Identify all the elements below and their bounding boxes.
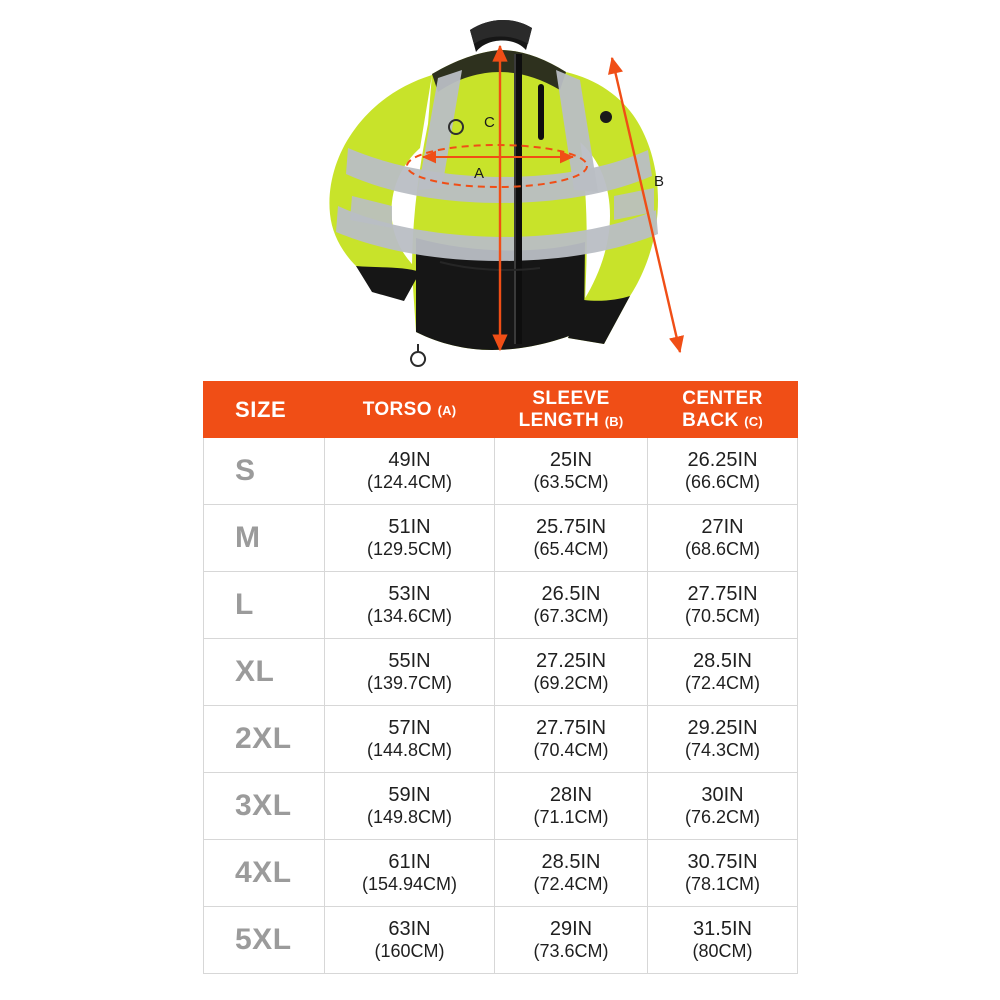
cell-sleeve: [495, 840, 648, 907]
cell-sleeve-cm: (63.5CM): [533, 472, 609, 493]
cell-sleeve-cm: (67.3CM): [533, 606, 609, 627]
table-header: [204, 382, 798, 438]
jacket-body: [329, 20, 658, 366]
cell-sleeve-in: 27.75IN: [535, 716, 607, 739]
cell-torso-in: 49IN: [388, 448, 431, 471]
cell-torso-cm: (129.5CM): [366, 539, 453, 560]
cell-sleeve-in: 28.5IN: [541, 850, 601, 873]
cell-center-cm: (72.4CM): [684, 673, 760, 694]
table-header-row: [204, 382, 798, 438]
column-header-sleeve-marker: (B): [604, 413, 624, 429]
table-row: [204, 438, 798, 505]
column-header-torso-text: TORSO: [362, 398, 432, 420]
column-header-size: SIZE: [204, 382, 325, 438]
cell-torso-in: 55IN: [388, 649, 431, 672]
table-row: [204, 840, 798, 907]
cell-sleeve: [495, 572, 648, 639]
dimension-label-b: B: [654, 173, 665, 190]
cell-center-cm: (70.5CM): [684, 606, 760, 627]
cell-sleeve: [495, 773, 648, 840]
cell-torso-in: 53IN: [388, 582, 431, 605]
table-row: [204, 505, 798, 572]
cell-center: [648, 639, 798, 706]
table-body: [204, 438, 798, 974]
column-header-sleeve-line1: SLEEVE: [532, 387, 610, 409]
column-header-center-back: [648, 382, 798, 438]
cell-center: [648, 572, 798, 639]
cell-center-cm: (68.6CM): [684, 539, 760, 560]
cell-size: L: [204, 572, 325, 639]
size-chart-table: [203, 381, 798, 974]
column-header-sleeve: [495, 382, 648, 438]
column-header-center-line1: CENTER: [682, 387, 763, 409]
cell-size: 3XL: [204, 773, 325, 840]
cell-size: XL: [204, 639, 325, 706]
table-row: [204, 706, 798, 773]
cell-torso-cm: (134.6CM): [366, 606, 453, 627]
cell-torso: [325, 438, 495, 505]
cell-sleeve-cm: (72.4CM): [533, 874, 609, 895]
cell-torso: [325, 572, 495, 639]
jacket-illustration: [0, 0, 1000, 380]
cell-center-cm: (74.3CM): [684, 740, 760, 761]
cell-sleeve-cm: (70.4CM): [533, 740, 609, 761]
cell-size: M: [204, 505, 325, 572]
cell-size: 5XL: [204, 907, 325, 974]
cell-center-in: 29.25IN: [687, 716, 758, 739]
dimension-label-c: C: [484, 114, 495, 131]
cell-center-in: 30IN: [701, 783, 744, 806]
cell-center-in: 28.5IN: [693, 649, 752, 672]
cell-torso-in: 51IN: [388, 515, 431, 538]
cell-center-in: 27.75IN: [687, 582, 758, 605]
cell-size: S: [204, 438, 325, 505]
cell-center-cm: (66.6CM): [684, 472, 760, 493]
cell-torso-cm: (124.4CM): [366, 472, 453, 493]
cell-sleeve: [495, 706, 648, 773]
cell-sleeve: [495, 907, 648, 974]
cell-center: [648, 907, 798, 974]
cell-torso-cm: (139.7CM): [366, 673, 453, 694]
cell-center-in: 26.25IN: [687, 448, 758, 471]
column-header-center-line2: BACK: [682, 409, 739, 431]
cell-center: [648, 773, 798, 840]
cell-sleeve-in: 25IN: [549, 448, 593, 471]
cell-torso-cm: (154.94CM): [361, 874, 458, 895]
cell-center-cm: (80CM): [692, 941, 753, 962]
cell-torso: [325, 706, 495, 773]
cell-sleeve-in: 28IN: [549, 783, 593, 806]
cell-sleeve: [495, 505, 648, 572]
cell-center-in: 30.75IN: [687, 850, 758, 873]
cell-torso: [325, 639, 495, 706]
cell-torso: [325, 773, 495, 840]
cell-sleeve: [495, 639, 648, 706]
cell-torso: [325, 907, 495, 974]
cell-size: 4XL: [204, 840, 325, 907]
cell-sleeve-cm: (69.2CM): [533, 673, 609, 694]
column-header-sleeve-line2: LENGTH: [518, 409, 600, 431]
cell-torso-in: 61IN: [388, 850, 431, 873]
cell-torso-cm: (160CM): [374, 941, 445, 962]
cell-center: [648, 438, 798, 505]
table-row: [204, 907, 798, 974]
column-header-center-marker: (C): [744, 413, 763, 429]
column-header-torso-marker: (A): [437, 402, 457, 418]
cell-center-cm: (78.1CM): [684, 874, 760, 895]
cell-center: [648, 505, 798, 572]
column-header-torso: [325, 382, 495, 438]
cell-sleeve: [495, 438, 648, 505]
cell-sleeve-in: 27.25IN: [535, 649, 607, 672]
table-row: [204, 639, 798, 706]
cell-sleeve-cm: (73.6CM): [533, 941, 609, 962]
cell-torso-in: 63IN: [388, 917, 431, 940]
cell-sleeve-cm: (65.4CM): [533, 539, 609, 560]
jacket-graphic: [0, 0, 1000, 380]
cell-sleeve-cm: (71.1CM): [533, 807, 609, 828]
cell-size: 2XL: [204, 706, 325, 773]
cell-torso: [325, 505, 495, 572]
cell-torso: [325, 840, 495, 907]
cell-center-cm: (76.2CM): [684, 807, 760, 828]
dimension-label-a: A: [474, 165, 485, 182]
table-row: [204, 773, 798, 840]
cell-center-in: 31.5IN: [693, 917, 752, 940]
cell-torso-in: 59IN: [388, 783, 431, 806]
cell-torso-in: 57IN: [388, 716, 431, 739]
cell-sleeve-in: 25.75IN: [535, 515, 607, 538]
cell-center: [648, 706, 798, 773]
cell-torso-cm: (149.8CM): [366, 807, 453, 828]
cell-sleeve-in: 29IN: [549, 917, 593, 940]
cell-center-in: 27IN: [701, 515, 744, 538]
cell-sleeve-in: 26.5IN: [541, 582, 601, 605]
cell-center: [648, 840, 798, 907]
table-row: [204, 572, 798, 639]
cell-torso-cm: (144.8CM): [366, 740, 453, 761]
